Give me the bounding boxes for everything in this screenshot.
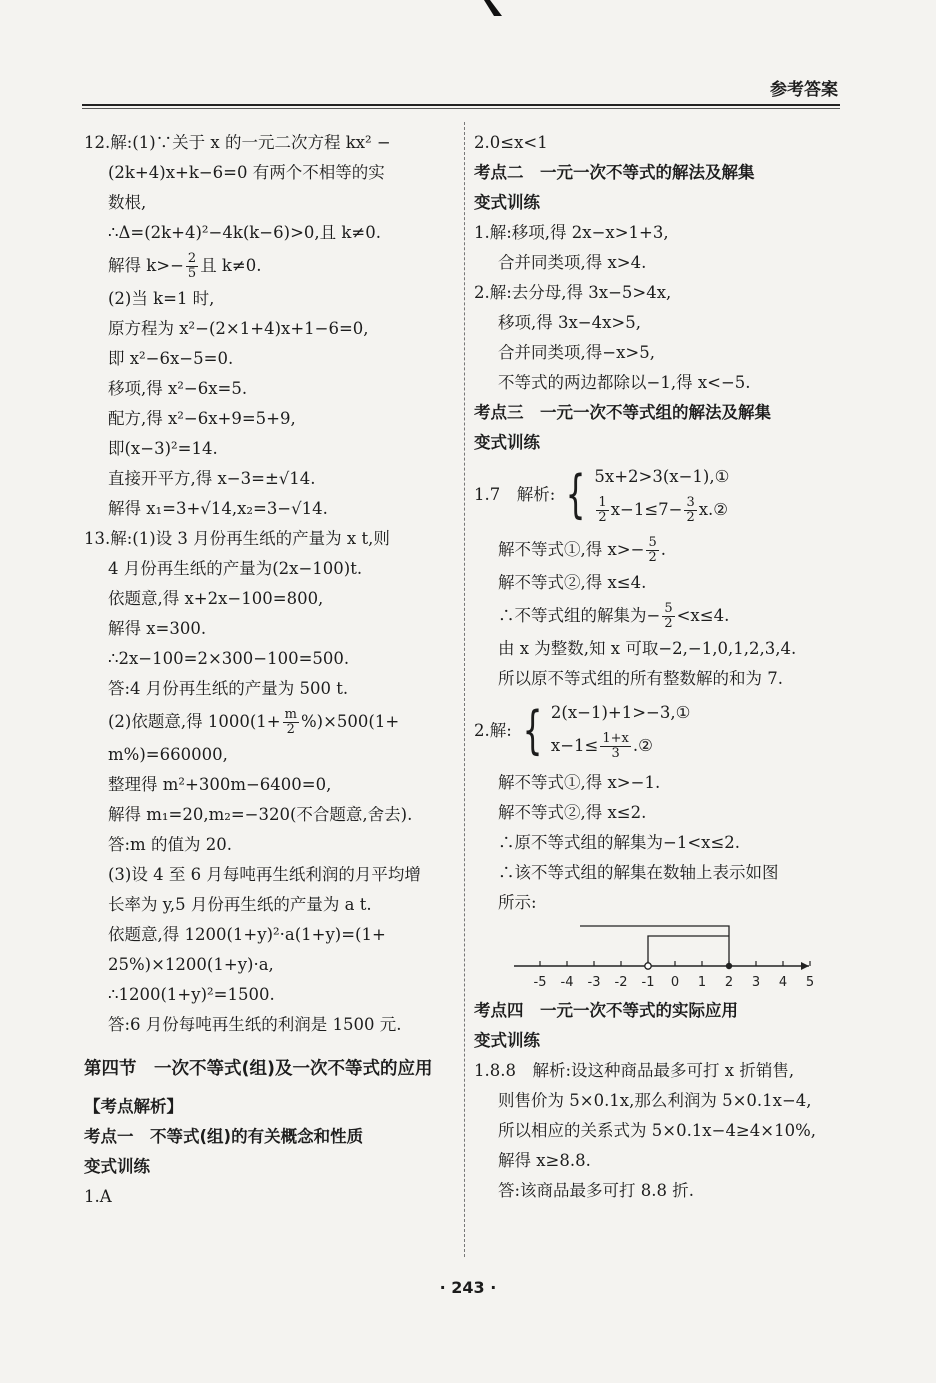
kd2-line: 不等式的两边都除以−1,得 x<−5.: [498, 373, 751, 392]
open-endpoint-dot: [645, 963, 651, 969]
fraction: [662, 602, 674, 631]
system-label: 1.7 解析:: [474, 485, 556, 504]
kd4-line: 所以相应的关系式为 5×0.1x−4≥4×10%,: [498, 1121, 817, 1140]
s1-text: <x≤4.: [676, 606, 730, 625]
column-divider: [464, 122, 465, 1257]
eq-text: x−1≤7−: [610, 500, 683, 519]
fraction-denominator: 2: [664, 616, 673, 631]
fraction-denominator: 2: [598, 510, 607, 525]
system-equations: [594, 462, 729, 528]
number-line-tick-label: 1: [697, 975, 707, 990]
kaodian3-subtitle: 变式训练: [474, 433, 540, 452]
system-label: 2.解:: [474, 721, 512, 740]
system-eq: [551, 728, 691, 764]
q12-line: 原方程为 x²−(2×1+4)x+1−6=0,: [108, 319, 369, 338]
s2-line: ∴原不等式组的解集为−1<x≤2.: [498, 833, 741, 852]
fraction-denominator: 3: [611, 746, 620, 761]
system-eq: 2(x−1)+1>−3,①: [550, 703, 691, 722]
fraction: [684, 496, 696, 525]
s2-line: ∴该不等式组的解集在数轴上表示如图: [498, 863, 779, 882]
q13-line: [84, 704, 456, 740]
q13-line: 依题意,得 1200(1+y)²·a(1+y)=(1+: [108, 925, 386, 944]
fraction: [596, 496, 608, 525]
kd4-line: 则售价为 5×0.1x,那么利润为 5×0.1x−4,: [498, 1091, 812, 1110]
number-line-tick-label: 3: [751, 975, 761, 990]
kd4-line: 解得 x≥8.8.: [498, 1151, 591, 1170]
q13-text: (2)依题意,得 1000(1+: [108, 712, 281, 731]
number-line-figure: [474, 918, 846, 996]
inequality-system-1: [474, 462, 846, 528]
page-header-title: 参考答案: [770, 80, 838, 100]
s1-line: 所以原不等式组的所有整数解的和为 7.: [498, 669, 783, 688]
q12-text: 解得 k>−: [108, 256, 184, 275]
number-line-arrow-icon: [801, 962, 809, 970]
number-line: [474, 918, 814, 996]
kd4-line: 答:该商品最多可打 8.8 折.: [498, 1181, 695, 1200]
kaodian4-subtitle: 变式训练: [474, 1031, 540, 1050]
kd2-line: 合并同类项,得−x>5,: [498, 343, 655, 362]
header-rule-thin: [82, 108, 840, 109]
kaodian2-subtitle: 变式训练: [474, 193, 540, 212]
q12-line: (2)当 k=1 时,: [108, 289, 215, 308]
fraction: [600, 732, 631, 761]
header-rule: [82, 104, 840, 106]
kd2-line: 2.解:去分母,得 3x−5>4x,: [474, 283, 672, 302]
fraction-numerator: 5: [648, 535, 657, 550]
right-column: [474, 128, 846, 1206]
fraction: [283, 708, 299, 737]
number-line-tick-label: -1: [641, 975, 655, 990]
q13-line: 13.解:(1)设 3 月份再生纸的产量为 x t,则: [84, 529, 390, 548]
q12-line: ∴Δ=(2k+4)²−4k(k−6)>0,且 k≠0.: [108, 223, 381, 242]
eq-text: .②: [632, 736, 653, 755]
fraction-denominator: 5: [187, 266, 197, 281]
number-line-tick-label: -3: [587, 975, 601, 990]
kd2-line: 1.解:移项,得 2x−x>1+3,: [474, 223, 669, 242]
q12-text: 且 k≠0.: [200, 256, 262, 275]
fraction-numerator: 1: [598, 495, 607, 510]
s1-line: [474, 532, 846, 568]
q13-line: 答:m 的值为 20.: [108, 835, 232, 854]
inequality-system-2: [474, 698, 846, 764]
number-line-tick-label: 4: [778, 975, 788, 990]
page-number: · 243 ·: [439, 1278, 497, 1297]
q12-line: 解得 x₁=3+√14,x₂=3−√14.: [108, 499, 328, 518]
q13-line: 答:4 月份再生纸的产量为 500 t.: [108, 679, 349, 698]
q13-line: 长率为 y,5 月份再生纸的产量为 a t.: [108, 895, 372, 914]
fraction: [186, 252, 198, 281]
solution-bracket-left: [648, 936, 729, 966]
fraction: [646, 536, 658, 565]
fraction-denominator: 2: [286, 722, 295, 737]
s2-line: 所示:: [498, 893, 537, 912]
kaodian2-title: 考点二 一元一次不等式的解法及解集: [474, 163, 755, 182]
number-line-tick-label: 2: [724, 975, 734, 990]
q13-line: (3)设 4 至 6 月每吨再生纸利润的月平均增: [108, 865, 421, 884]
q13-line: 解得 m₁=20,m₂=−320(不合题意,舍去).: [108, 805, 413, 824]
fraction-numerator: m: [284, 707, 297, 722]
q13-text: %)×500(1+: [300, 712, 400, 731]
q12-line: 即(x−3)²=14.: [108, 439, 218, 458]
q13-line: m%)=660000,: [108, 745, 228, 764]
brace-icon: {: [522, 701, 543, 761]
kd2-line: 合并同类项,得 x>4.: [498, 253, 647, 272]
fraction-denominator: 2: [686, 510, 695, 525]
q12-line: 直接开平方,得 x−3=±√14.: [108, 469, 316, 488]
number-line-tick-label: 0: [670, 975, 680, 990]
system-eq: 5x+2>3(x−1),①: [594, 467, 730, 486]
q13-line: 答:6 月份每吨再生纸的利润是 1500 元.: [108, 1015, 402, 1034]
q13-line: 整理得 m²+300m−6400=0,: [108, 775, 332, 794]
kd2-line: 移项,得 3x−4x>5,: [498, 313, 641, 332]
kaodian1-answer: 1.A: [84, 1187, 112, 1206]
fraction-numerator: 3: [686, 495, 695, 510]
system-eq: [594, 492, 729, 528]
eq-text: x.②: [698, 500, 729, 519]
number-line-tick-label: -5: [533, 975, 547, 990]
q13-line: 4 月份再生纸的产量为(2x−100)t.: [108, 559, 363, 578]
kaodian3-title: 考点三 一元一次不等式组的解法及解集: [474, 403, 771, 422]
kaodian4-title: 考点四 一元一次不等式的实际应用: [474, 1001, 738, 1020]
s1-line: 解不等式②,得 x≤4.: [498, 573, 647, 592]
kaodian1-title: 考点一 不等式(组)的有关概念和性质: [84, 1127, 364, 1146]
s1-text: 解不等式①,得 x>−: [498, 540, 645, 559]
number-line-tick-label: -4: [560, 975, 574, 990]
s2-line: 解不等式①,得 x>−1.: [498, 773, 661, 792]
q12-line: (2k+4)x+k−6=0 有两个不相等的实: [108, 163, 385, 182]
answer-line: 2.0≤x<1: [474, 133, 548, 152]
q12-line: 12.解:(1)∵关于 x 的一元二次方程 kx² −: [84, 133, 391, 152]
section-title: 第四节 一次不等式(组)及一次不等式的应用: [84, 1059, 433, 1079]
closed-endpoint-dot: [726, 963, 732, 969]
system-equations: [551, 698, 691, 764]
s1-text: ∴不等式组的解集为−: [498, 606, 661, 625]
q12-line: 即 x²−6x−5=0.: [108, 349, 234, 368]
q13-line: 依题意,得 x+2x−100=800,: [108, 589, 324, 608]
q12-line: 移项,得 x²−6x=5.: [108, 379, 248, 398]
scan-artifact-mark: [482, 0, 518, 18]
q13-line: ∴1200(1+y)²=1500.: [108, 985, 275, 1004]
q12-line: 配方,得 x²−6x+9=5+9,: [108, 409, 296, 428]
brace-icon: {: [565, 465, 586, 525]
s1-line: [474, 598, 846, 634]
kaodian-jiexi-heading: 【考点解析】: [84, 1097, 183, 1116]
q13-line: 25%)×1200(1+y)·a,: [108, 955, 274, 974]
eq-text: x−1≤: [550, 736, 599, 755]
kd4-line: 1.8.8 解析:设这种商品最多可打 x 折销售,: [474, 1061, 795, 1080]
s1-line: 由 x 为整数,知 x 可取−2,−1,0,1,2,3,4.: [498, 639, 797, 658]
s1-text: .: [660, 540, 666, 559]
fraction-numerator: 5: [664, 601, 673, 616]
q12-line: 数根,: [108, 193, 147, 212]
fraction-denominator: 2: [648, 550, 657, 565]
fraction-numerator: 1+x: [602, 731, 629, 746]
q13-line: ∴2x−100=2×300−100=500.: [108, 649, 350, 668]
s2-line: 解不等式②,得 x≤2.: [498, 803, 647, 822]
number-line-tick-label: 5: [805, 975, 814, 990]
q12-line: [84, 248, 456, 284]
left-column: [84, 128, 456, 1212]
number-line-tick-label: -2: [614, 975, 628, 990]
solution-upper-line: [580, 926, 729, 936]
fraction-numerator: 2: [187, 251, 197, 266]
q13-line: 解得 x=300.: [108, 619, 207, 638]
kaodian1-subtitle: 变式训练: [84, 1157, 150, 1176]
